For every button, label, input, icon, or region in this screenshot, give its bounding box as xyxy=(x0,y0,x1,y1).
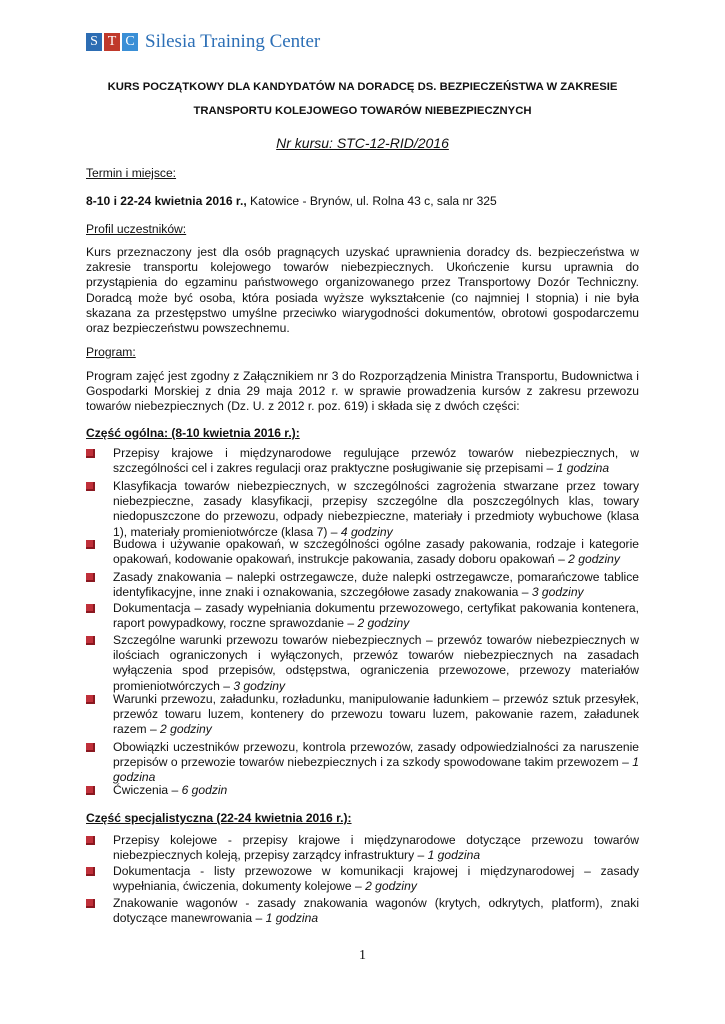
list-item: Przepisy krajowe i międzynarodowe regulujące przewóz towarów niebezpiecznych, w szczególności cel i zakres regulacji oraz praktyczne posługiwanie się przepisami – 1 godzina xyxy=(86,446,639,476)
list-item: Warunki przewozu, załadunku, rozładunku, manipulowanie ładunkiem – przewóz sztuk przesyłek, przewóz towaru luzem, kontenery do przewozu towaru luzem, pakowanie razem, załadunek razem – 2 godziny xyxy=(86,692,639,738)
list-item: Klasyfikacja towarów niebezpiecznych, w szczególności zagrożenia stwarzane przez towary niebezpieczne, zasady klasyfikacji, przepisy szczególne dla poszczególnych klas, towary niedopuszczone do przewozu, odpady niebezpieczne, materiały i przedmioty wybuchowe (klasa 1), materiały promieniotwórcze (klasa 7) – 4 godziny xyxy=(86,479,639,540)
profile-heading: Profil uczestników: xyxy=(86,222,187,236)
part2-heading: Część specjalistyczna (22-24 kwietnia 2016 r.): xyxy=(86,811,352,825)
page-number: 1 xyxy=(359,948,366,963)
bullet-square-icon xyxy=(86,573,95,582)
list-item: Znakowanie wagonów - zasady znakowania wagonów (krytych, odkrytych, platform), znaki dotyczące manewrowania – 1 godzina xyxy=(86,896,639,926)
stc-logo xyxy=(86,30,320,54)
document-title-line2: TRANSPORTU KOLEJOWEGO TOWARÓW NIEBEZPIECZNYCH xyxy=(193,105,532,117)
bullet-square-icon xyxy=(86,604,95,613)
list-item: Budowa i używanie opakowań, w szczególności ogólne zasady pakowania, rodzaje i kategorie opakowań, kodowanie opakowań, instrukcje pakowania, zasady doboru opakowań – 2 godziny xyxy=(86,537,639,567)
logo-name: Silesia Training Center xyxy=(145,31,321,52)
profile-text: Kurs przeznaczony jest dla osób pragnących uzyskać uprawnienia doradcy ds. bezpieczeństwa w zakresie transportu kolejowego towarów niebezpiecznych. Ukończenie kursu uprawnia do przystąpienia do egzaminu państwowego organizowanego przez Transportowy Dozór Techniczny. Doradcą może być osoba, która posiada wyższe wykształcenie (co najmniej I stopnia) i nie była skazana za przestępstwo umyślne przeciwko wiarygodności dokumentów, obrotowi gospodarczemu oraz bezpieczeństwu powszechnemu. xyxy=(86,245,639,336)
logo-letter-c: C xyxy=(122,33,138,51)
bullet-square-icon xyxy=(86,899,95,908)
term-details: 8-10 i 22-24 kwietnia 2016 r., Katowice - Brynów, ul. Rolna 43 c, sala nr 325 xyxy=(86,194,497,208)
part1-heading: Część ogólna: (8-10 kwietnia 2016 r.): xyxy=(86,426,300,440)
list-item: Dokumentacja – zasady wypełniania dokumentu przewozowego, certyfikat pakowania kontenera, raport powypadkowy, roczne sprawozdanie – 2 godziny xyxy=(86,601,639,631)
bullet-square-icon xyxy=(86,836,95,845)
list-item: Przepisy kolejowe - przepisy krajowe i międzynarodowe dotyczące przewozu towarów niebezpiecznych koleją, przepisy zarządcy infrastruktury – 1 godzina xyxy=(86,833,639,863)
bullet-square-icon xyxy=(86,867,95,876)
bullet-square-icon xyxy=(86,695,95,704)
bullet-square-icon xyxy=(86,449,95,458)
program-heading: Program: xyxy=(86,345,136,359)
bullet-square-icon xyxy=(86,636,95,645)
list-item: Szczególne warunki przewozu towarów niebezpiecznych – przewóz towarów niebezpiecznych w ilościach ograniczonych i wyłączonych, przewóz towarów niebezpiecznych na zasadach wyłączenia spod przepisów, odstępstwa, ograniczenia przewozowe, przewozy materiałów promieniotwórczych – 3 godziny xyxy=(86,633,639,694)
list-item: Obowiązki uczestników przewozu, kontrola przewozów, zasady odpowiedzialności za naruszenie przepisów o przewozie towarów niebezpiecznych i za szkody spowodowane takim przewozem – 1 godzina xyxy=(86,740,639,786)
bullet-square-icon xyxy=(86,786,95,795)
list-item: Dokumentacja - listy przewozowe w komunikacji krajowej i międzynarodowej – zasady wypełniania, ćwiczenia, dokumenty kolejowe – 2 godziny xyxy=(86,864,639,894)
logo-letter-t: T xyxy=(104,33,120,51)
bullet-square-icon xyxy=(86,743,95,752)
list-item: Ćwiczenia – 6 godzin xyxy=(86,783,639,798)
bullet-square-icon xyxy=(86,540,95,549)
document-title-line1: KURS POCZĄTKOWY DLA KANDYDATÓW NA DORADCĘ DS. BEZPIECZEŃSTWA W ZAKRESIE xyxy=(107,81,618,93)
bullet-square-icon xyxy=(86,482,95,491)
list-item: Zasady znakowania – nalepki ostrzegawcze, duże nalepki ostrzegawcze, pomarańczowe tablice identyfikacyjne, inne znaki i oznakowania, szczegółowe zasady znakowania – 3 godziny xyxy=(86,570,639,600)
logo-letter-s: S xyxy=(86,33,102,51)
course-number: Nr kursu: STC-12-RID/2016 xyxy=(276,135,449,151)
program-text: Program zajęć jest zgodny z Załącznikiem nr 3 do Rozporządzenia Ministra Transportu, Budownictwa i Gospodarki Morskiej z dnia 29 maja 2012 r. w sprawie prowadzenia kursów z zakresu przewozu towarów niebezpiecznych (Dz. U. z 2012 r. poz. 619) i składa się z dwóch części: xyxy=(86,369,639,414)
term-heading: Termin i miejsce: xyxy=(86,166,177,180)
